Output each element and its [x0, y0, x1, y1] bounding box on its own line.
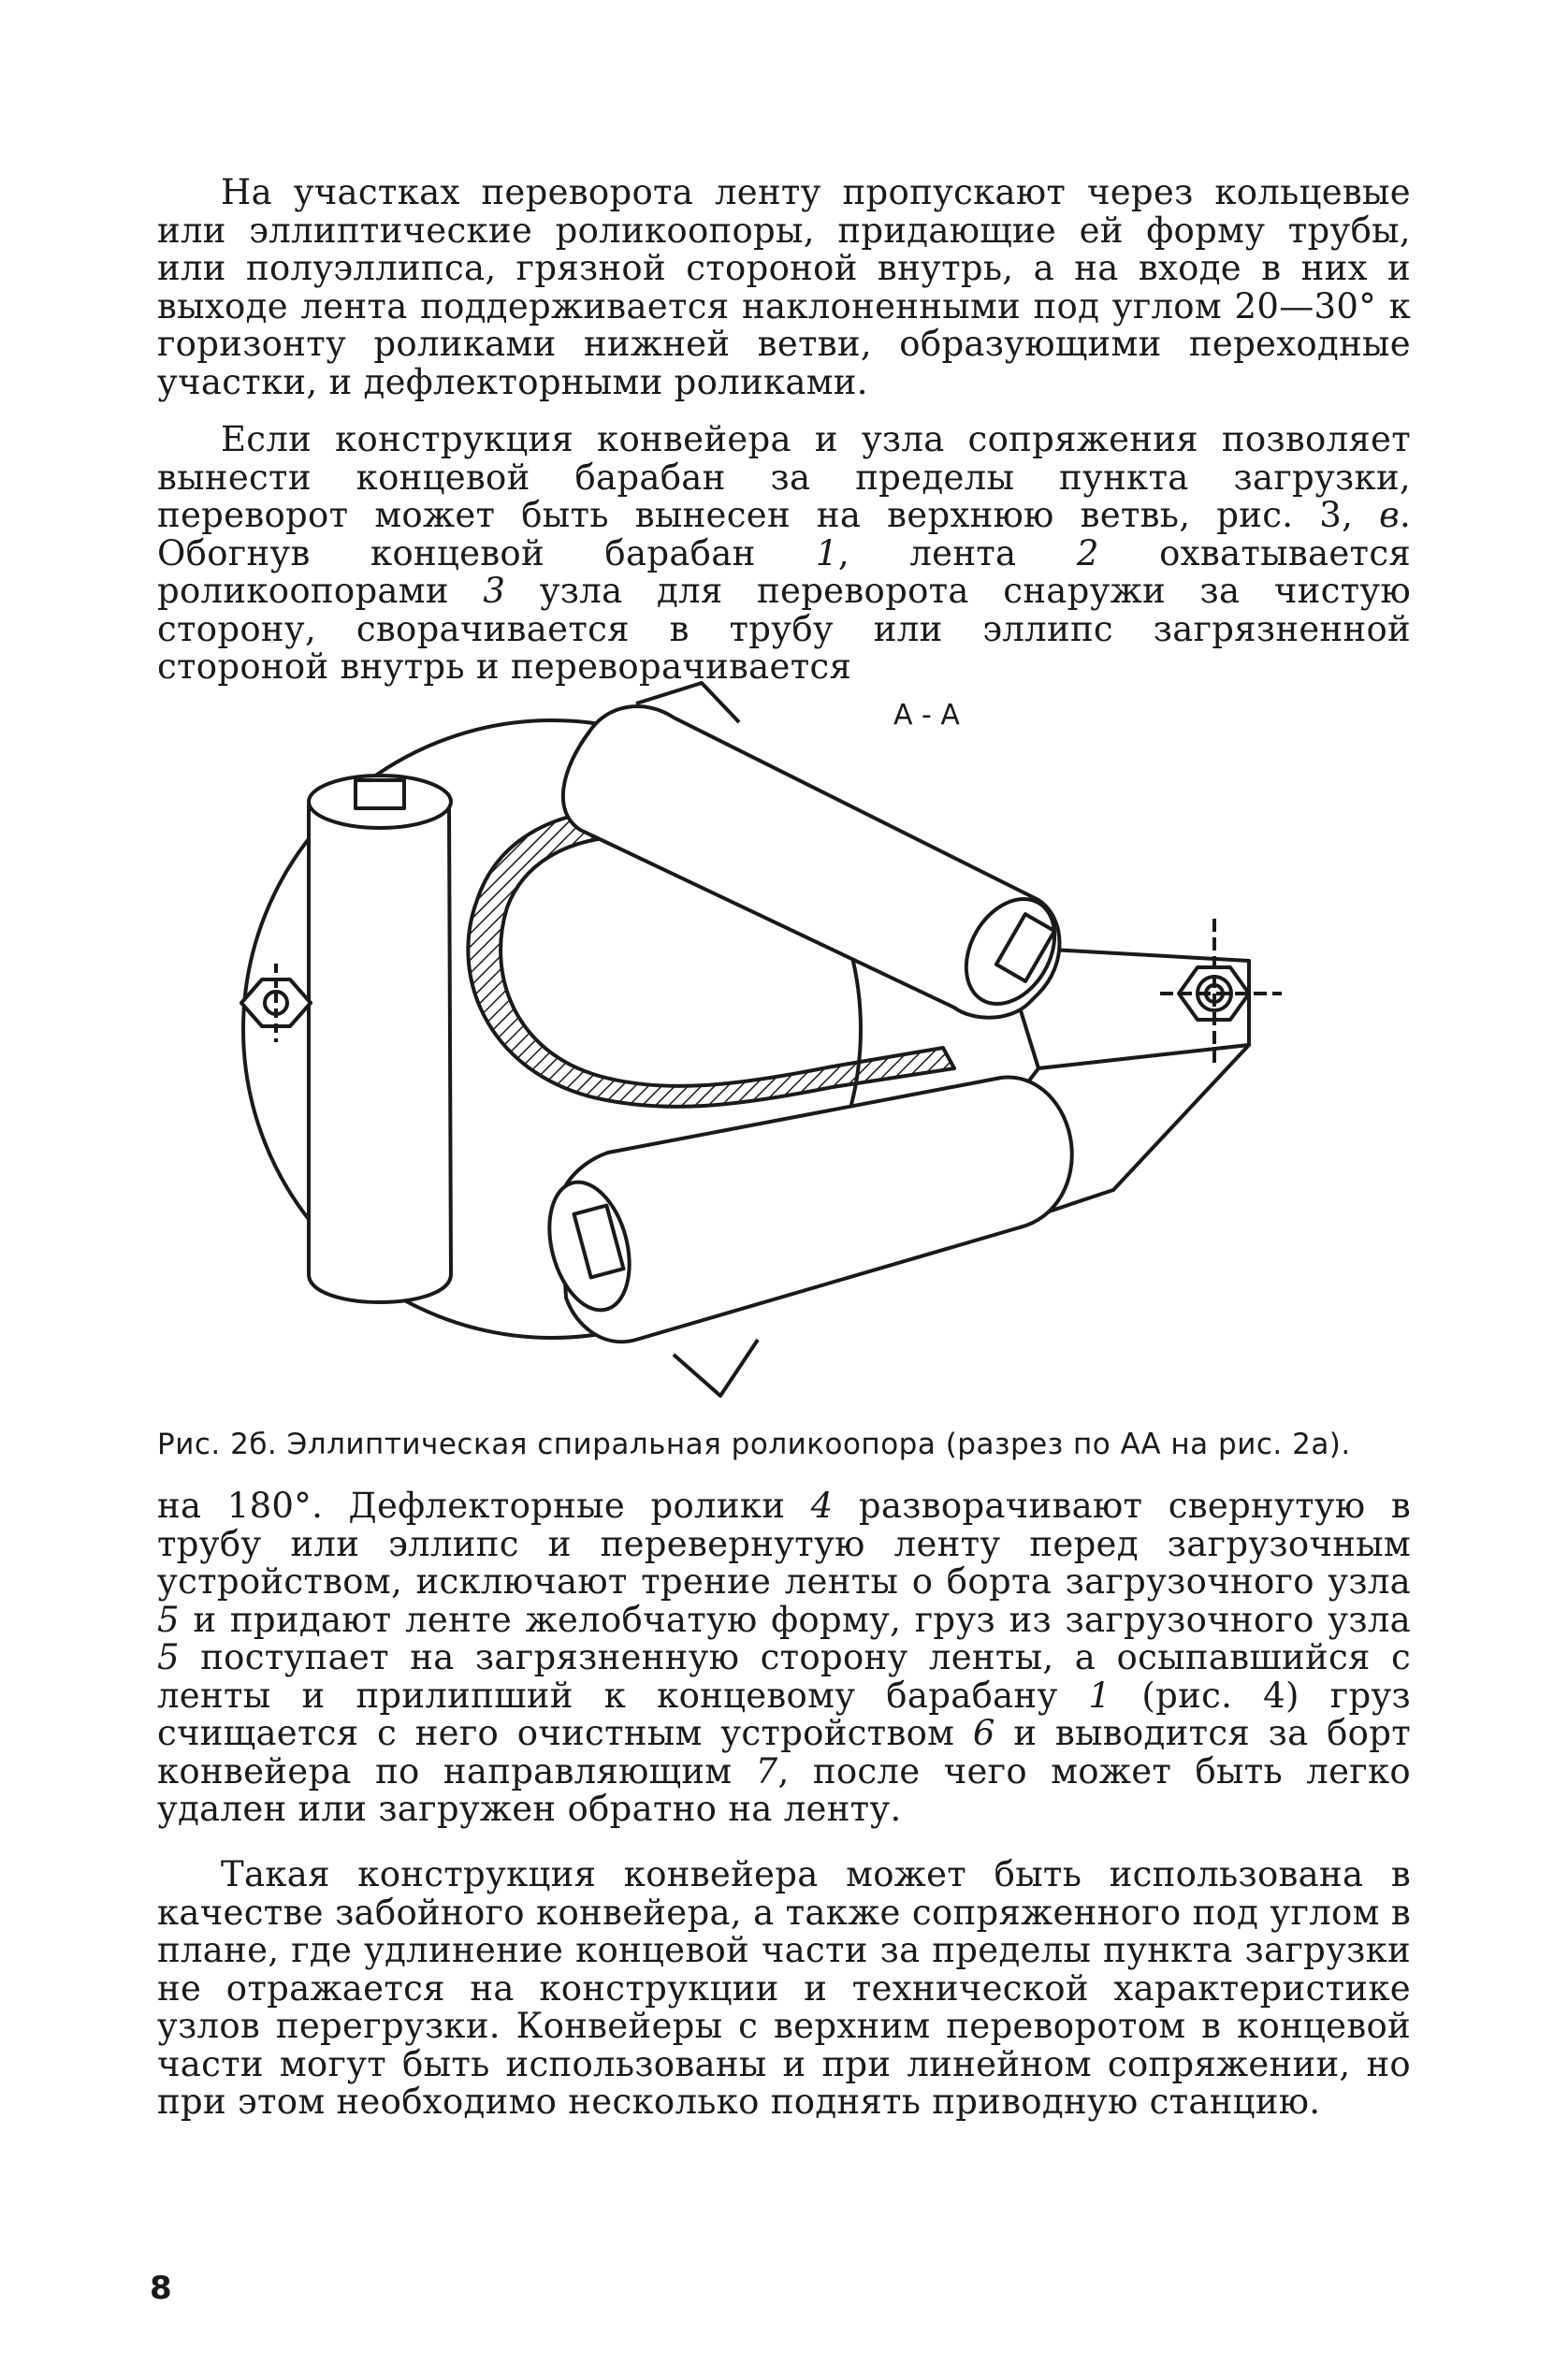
- p2-fig-letter: в: [1379, 495, 1400, 535]
- paragraph-1: На участках переворота ленту пропускают через кольцевые или эллиптические роликоопоры, придающие ей форму трубы, или полуэллипса, грязной стороной внутрь, а на входе в них и выходе лента поддерживается наклоненными под углом 20—30° к горизонту роликами нижней ветви, образующими переходные участки, и дефлекторными роликами.: [157, 172, 1411, 402]
- section-label: А - А: [893, 699, 960, 732]
- p2-ref-1: 1: [816, 532, 838, 573]
- figure-caption: Рис. 2б. Эллиптическая спиральная роликоопора (разрез по АА на рис. 2а).: [157, 1428, 1351, 1461]
- p3-text-2: разворачивают свернутую в трубу или эллипс и перевернутую ленту перед загрузочным устройством, исключают трение ленты о борта загрузочного узла: [157, 1486, 1411, 1602]
- p2-ref-3: 3: [483, 571, 506, 611]
- p3-text-4: поступает на загрязненную сторону ленты, а осыпавшийся с ленты и прилипший к концевому барабану: [157, 1637, 1411, 1716]
- p3-ref-7: 7: [755, 1750, 778, 1792]
- paragraph-2: [157, 421, 1411, 687]
- roller-support-drawing: [234, 666, 1338, 1415]
- p2-text-1: Если конструкция конвейера и узла сопряжения позволяет вынести концевой барабан за пределы пункта загрузки, переворот может быть вынесен на верхнюю ветвь, рис. 3,: [157, 419, 1411, 535]
- p3-text-7: , после чего может быть легко удален или загружен обратно на ленту.: [157, 1750, 1411, 1829]
- p3-ref-4: 4: [810, 1486, 834, 1526]
- p3-text-1: на 180°. Дефлекторные ролики: [157, 1486, 811, 1526]
- p2-text-2: . Обогнув концевой барабан: [157, 495, 1411, 573]
- page-number: 8: [150, 2270, 172, 2307]
- paragraph-3: [157, 1487, 1411, 1829]
- p3-ref-5b: 5: [157, 1637, 180, 1677]
- p3-text-6: и выводится за борт конвейера по направляющим: [157, 1713, 1411, 1792]
- p3-ref-6: 6: [972, 1713, 995, 1753]
- p2-text-3: , лента: [837, 532, 1077, 573]
- p3-ref-5a: 5: [157, 1599, 180, 1640]
- p3-text-3: и придают ленте желобчатую форму, груз из загрузочного узла: [179, 1599, 1411, 1640]
- p2-text-5: узла для переворота снаружи за чистую сторону, сворачивается в трубу или эллипс загрязненной стороной внутрь и переворачивается: [157, 571, 1411, 687]
- p2-text-4: охватывается роликоопорами: [157, 532, 1411, 611]
- p3-text-5: (рис. 4) груз счищается с него очистным устройством: [157, 1675, 1411, 1753]
- p3-ref-1: 1: [1088, 1675, 1111, 1716]
- p2-ref-2: 2: [1076, 532, 1099, 573]
- paragraph-4: Такая конструкция конвейера может быть использована в качестве забойного конвейера, а также сопряженного под углом в плане, где удлинение концевой части за пределы пункта загрузки не отражается на конструкции и технической характеристике узлов перегрузки. Конвейеры с верхним переворотом в концевой части могут быть использованы и при линейном сопряжении, но при этом необходимо несколько поднять приводную станцию.: [157, 1854, 1411, 2122]
- roller-left: [309, 782, 451, 1302]
